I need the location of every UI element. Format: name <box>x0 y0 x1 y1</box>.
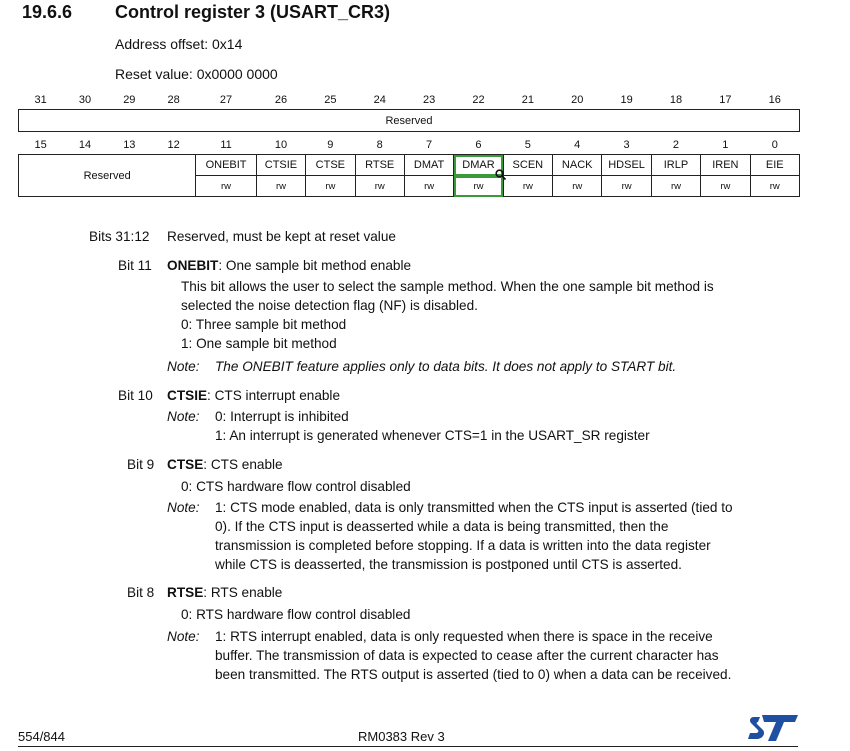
access-rtse: rw <box>355 176 404 197</box>
section-title: Control register 3 (USART_CR3) <box>115 2 391 22</box>
bit-number: 19 <box>620 94 633 106</box>
field-hdsel: HDSEL <box>602 155 651 176</box>
bit-number: 5 <box>524 139 531 151</box>
bit-number: 28 <box>167 94 180 106</box>
bit-number: 12 <box>167 139 180 151</box>
bit-number: 2 <box>672 139 680 151</box>
access-ctsie: rw <box>256 176 305 197</box>
field-eie: EIE <box>750 155 799 176</box>
bit-number: 1 <box>722 139 729 151</box>
field-nack: NACK <box>553 155 602 176</box>
bit8-note-label: Note: <box>167 629 200 644</box>
bit9-note-line1: 1: CTS mode enabled, data is only transmitted when the CTS input is asserted (tied to <box>215 500 733 515</box>
bit-number: 23 <box>422 94 436 106</box>
section-number: 19.6.6 <box>22 2 73 22</box>
bit8-note-line2: buffer. The transmission of data is expected to cease after the current character has <box>215 648 719 663</box>
upper-reserved-cell: Reserved <box>19 110 800 132</box>
bit-number: 21 <box>521 94 534 106</box>
bit10-title: : CTS interrupt enable <box>207 388 341 403</box>
bit-number: 18 <box>669 94 683 106</box>
bit8-heading <box>167 583 282 602</box>
bit-number: 3 <box>623 139 630 151</box>
address-offset: Address offset: 0x14 <box>115 36 243 52</box>
bit11-title: : One sample bit method enable <box>218 258 412 273</box>
bit11-label: Bit 11 <box>118 258 152 273</box>
bit8-label: Bit 8 <box>127 585 155 600</box>
bit11-note: The ONEBIT feature applies only to data bits. It does not apply to START bit. <box>215 359 677 374</box>
bit8-option-0: 0: RTS hardware flow control disabled <box>181 607 411 622</box>
bit-number: 6 <box>475 139 482 151</box>
st-logo <box>748 713 800 743</box>
bit-number: 4 <box>574 139 581 151</box>
bit8-title: : RTS enable <box>203 585 283 600</box>
bit-number: 30 <box>78 94 92 106</box>
field-ctsie: CTSIE <box>256 155 305 176</box>
bit-number: 27 <box>219 94 233 106</box>
access-ctse: rw <box>306 176 355 197</box>
field-scen: SCEN <box>503 155 552 176</box>
register-lower-table <box>18 136 800 197</box>
bit11-option-1: 1: One sample bit method <box>181 336 337 351</box>
access-dmar: rw <box>454 176 503 197</box>
bit10-note-label: Note: <box>167 409 200 424</box>
bit11-option-0: 0: Three sample bit method <box>181 317 347 332</box>
field-ctse: CTSE <box>306 155 355 176</box>
bit9-note-line3: transmission is completed before stopping. If a data is written into the data register <box>215 538 711 553</box>
bit-number: 31 <box>34 94 47 106</box>
access-scen: rw <box>503 176 552 197</box>
bit9-heading <box>167 455 283 474</box>
lower-bit-numbers <box>19 136 800 155</box>
upper-bit-numbers <box>19 91 800 110</box>
bit8-note-line3: been transmitted. The RTS output is asserted (tied to 0) when a data can be received. <box>215 667 732 682</box>
bit-number: 17 <box>719 94 732 106</box>
bit9-name: CTSE <box>167 457 204 472</box>
bit-number: 9 <box>327 139 334 151</box>
bit-number: 7 <box>426 139 433 151</box>
access-dmat: rw <box>404 176 453 197</box>
footer-rule <box>18 746 798 747</box>
access-hdsel: rw <box>602 176 651 197</box>
bit11-heading <box>167 256 411 275</box>
access-iren: rw <box>701 176 750 197</box>
bit11-note-label: Note: <box>167 359 200 374</box>
bit9-title: : CTS enable <box>203 457 283 472</box>
bit9-note-label: Note: <box>167 500 200 515</box>
page-number: 554/844 <box>18 729 65 744</box>
bit11-name: ONEBIT <box>167 258 219 273</box>
bits-31-12-label: Bits 31:12 <box>89 229 150 244</box>
field-iren: IREN <box>701 155 750 176</box>
bit8-name: RTSE <box>167 585 204 600</box>
document-reference: RM0383 Rev 3 <box>358 729 445 744</box>
bit9-label: Bit 9 <box>127 457 155 472</box>
bit-number: 11 <box>220 139 232 151</box>
field-irlp: IRLP <box>651 155 700 176</box>
field-rtse: RTSE <box>355 155 404 176</box>
bit-number: 14 <box>78 139 92 151</box>
bit11-desc-line1: This bit allows the user to select the sample method. When the one sample bit method is <box>181 279 714 294</box>
bit-number: 0 <box>771 139 778 151</box>
field-dmar: DMAR <box>454 155 503 176</box>
access-onebit: rw <box>196 176 256 197</box>
reset-value: Reset value: 0x0000 0000 <box>115 66 278 82</box>
lower-reserved-cell: Reserved <box>19 155 196 197</box>
bit9-note-line2: 0). If the CTS input is deasserted while a data is being transmitted, then the <box>215 519 669 534</box>
bit-number: 25 <box>324 94 337 106</box>
bit-number: 22 <box>472 94 485 106</box>
access-irlp: rw <box>651 176 700 197</box>
bit-number: 8 <box>376 139 383 151</box>
access-eie: rw <box>750 176 799 197</box>
bits-31-12-text: Reserved, must be kept at reset value <box>167 229 396 244</box>
bit11-desc-line2: selected the noise detection flag (NF) is disabled. <box>181 298 478 313</box>
bit10-heading <box>167 386 340 405</box>
bit-number: 20 <box>571 94 584 106</box>
bit-number: 16 <box>768 94 781 106</box>
bit-number: 24 <box>373 94 386 106</box>
bit-number: 15 <box>34 139 47 151</box>
bit-number: 29 <box>123 94 136 106</box>
magnifier-cursor-icon <box>495 169 506 180</box>
field-dmat: DMAT <box>404 155 453 176</box>
bit10-name: CTSIE <box>167 388 208 403</box>
bit-number: 13 <box>123 139 136 151</box>
access-nack: rw <box>553 176 602 197</box>
bit10-option-0: 0: Interrupt is inhibited <box>215 409 349 424</box>
bit-number: 26 <box>274 94 288 106</box>
bit8-note-line1: 1: RTS interrupt enabled, data is only requested when there is space in the receive <box>215 629 713 644</box>
field-onebit: ONEBIT <box>196 155 256 176</box>
bit-number: 10 <box>274 139 288 151</box>
bit9-note-line4: while CTS is deasserted, the transmission is postponed until CTS is asserted. <box>215 557 682 572</box>
register-upper-table <box>18 91 800 132</box>
bit10-label: Bit 10 <box>118 388 153 403</box>
bit9-option-0: 0: CTS hardware flow control disabled <box>181 479 411 494</box>
bit10-option-1: 1: An interrupt is generated whenever CTS=1 in the USART_SR register <box>215 428 650 443</box>
